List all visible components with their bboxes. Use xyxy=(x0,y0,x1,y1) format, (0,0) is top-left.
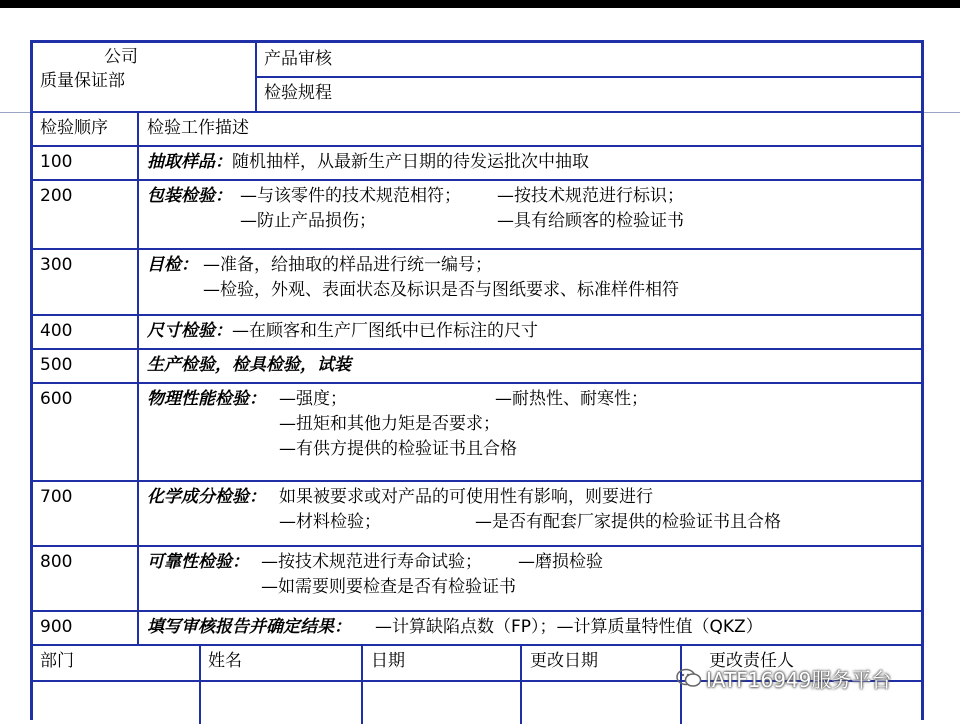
row-title: 尺寸检验： xyxy=(147,321,232,341)
row-line: —按技术规范进行寿命试验； xyxy=(261,552,482,572)
row-line: —防止产品损伤； xyxy=(240,211,376,231)
footer-dept-label: 部门 xyxy=(40,651,74,671)
row-seq: 500 xyxy=(40,355,73,375)
row-seq: 200 xyxy=(40,186,73,206)
department-label: 质量保证部 xyxy=(40,71,125,91)
row-line: 随机抽样，从最新生产日期的待发运批次中抽取 xyxy=(232,152,589,172)
row-line: —耐热性、耐寒性； xyxy=(495,389,648,409)
row-title: 生产检验，检具检验，试装 xyxy=(147,355,351,375)
row-title: 可靠性检验： xyxy=(147,552,249,572)
row-seq: 900 xyxy=(40,617,73,637)
row-seq: 600 xyxy=(40,389,73,409)
row-line: —有供方提供的检验证书且合格 xyxy=(279,439,517,459)
row-line: —与该零件的技术规范相符； xyxy=(240,186,461,206)
row-seq: 100 xyxy=(40,152,73,172)
row-title: 目检： xyxy=(147,255,198,275)
row-line: —具有给顾客的检验证书 xyxy=(497,211,684,231)
row-seq: 800 xyxy=(40,552,73,572)
row-seq: 300 xyxy=(40,255,73,275)
row-title: 物理性能检验： xyxy=(147,389,266,409)
form-subtitle: 检验规程 xyxy=(264,83,332,103)
row-line: —材料检验； xyxy=(279,512,381,532)
row-line: —准备，给抽取的样品进行统一编号； xyxy=(203,255,492,275)
watermark-text: IATF16949服务平台 xyxy=(706,668,892,692)
wechat-icon xyxy=(676,668,702,688)
footer-name-label: 姓名 xyxy=(208,651,242,671)
row-title: 填写审核报告并确定结果： xyxy=(147,617,351,637)
row-line: —是否有配套厂家提供的检验证书且合格 xyxy=(475,512,781,532)
row-line: —检验，外观、表面状态及标识是否与图纸要求、标准样件相符 xyxy=(203,280,679,300)
row-title: 化学成分检验： xyxy=(147,487,266,507)
company-label: 公司 xyxy=(104,47,138,67)
footer-date-label: 日期 xyxy=(371,651,405,671)
inspection-procedure-form xyxy=(30,40,924,720)
footer-change-date-label: 更改日期 xyxy=(530,651,598,671)
form-title: 产品审核 xyxy=(264,49,332,69)
row-line: —磨损检验 xyxy=(518,552,603,572)
row-line: —按技术规范进行标识； xyxy=(497,186,684,206)
row-line: —计算缺陷点数（FP）；—计算质量特性值（QKZ） xyxy=(375,617,763,637)
footer-change-person-label: 更改责任人 xyxy=(709,651,794,671)
row-title: 包装检验： xyxy=(147,186,232,206)
row-line: —在顾客和生产厂图纸中已作标注的尺寸 xyxy=(232,321,538,341)
row-line: 如果被要求或对产品的可使用性有影响，则要进行 xyxy=(279,487,653,507)
top-black-bar xyxy=(0,0,960,8)
column-header-seq: 检验顺序 xyxy=(40,118,108,138)
row-line: —如需要则要检查是否有检验证书 xyxy=(261,577,516,597)
row-line: —扭矩和其他力矩是否要求； xyxy=(279,414,500,434)
row-line: —强度； xyxy=(279,389,347,409)
row-seq: 700 xyxy=(40,487,73,507)
column-header-desc: 检验工作描述 xyxy=(147,118,249,138)
row-seq: 400 xyxy=(40,321,73,341)
row-title: 抽取样品： xyxy=(147,152,232,172)
